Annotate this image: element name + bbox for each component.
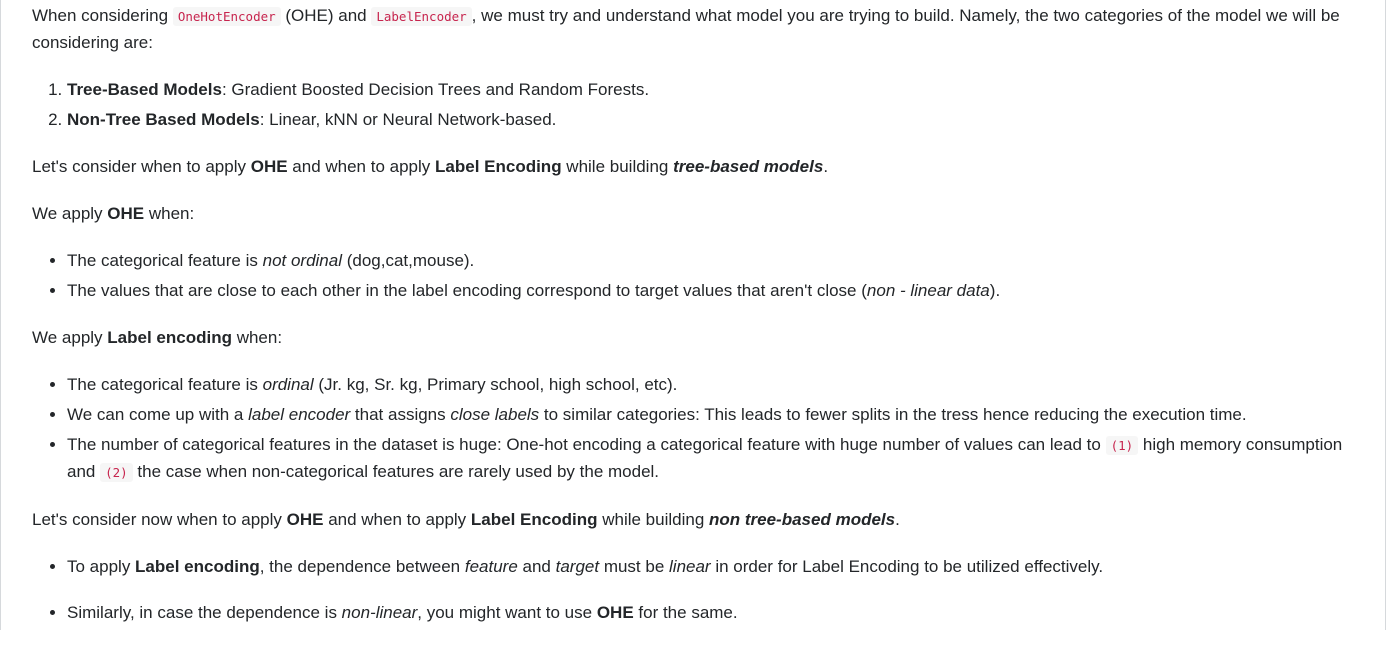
text: and when to apply (323, 510, 471, 529)
bold-text: Label Encoding (435, 157, 562, 176)
bold-text: Label Encoding (470, 510, 598, 529)
bold-italic-text: tree-based models (673, 157, 824, 176)
list-item (67, 107, 1352, 133)
text: . (823, 157, 829, 176)
text: ). (989, 281, 1001, 300)
nontree-intro-paragraph (32, 507, 1352, 533)
text: The number of categorical features in the dataset is huge: One-hot encoding a categorical feature with huge number of values can lead to (67, 435, 1106, 454)
list-item (67, 248, 1352, 274)
italic-text: feature (464, 557, 518, 576)
text: We can come up with a (67, 405, 249, 424)
text: and when to apply (287, 157, 436, 176)
text: in order for Label Encoding to be utilized effectively. (710, 557, 1104, 576)
text: high memory consumption and (67, 435, 1343, 481)
italic-text: non - linear data (866, 281, 990, 300)
text: and (517, 557, 556, 576)
text: . (895, 510, 900, 529)
text: To apply (67, 557, 136, 576)
text: We apply (32, 204, 108, 223)
list-item (67, 402, 1352, 428)
bold-text: OHE (596, 603, 634, 622)
bold-text: OHE (107, 204, 145, 223)
bold-text: Label encoding (135, 557, 260, 576)
italic-text: non-linear (341, 603, 418, 622)
list-item (67, 372, 1352, 398)
text: , you might want to use (417, 603, 597, 622)
text: for the same. (633, 603, 738, 622)
text: We apply (32, 328, 108, 347)
model-type-name: Non-Tree Based Models (67, 110, 260, 129)
text: The values that are close to each other in the label encoding correspond to target values that aren't close ( (67, 281, 867, 300)
code-labelencoder: LabelEncoder (371, 7, 471, 26)
model-type-desc: : Linear, kNN or Neural Network-based. (259, 110, 557, 129)
nontree-conditions-list (32, 554, 1352, 626)
text: while building (597, 510, 709, 529)
inline-code: (2) (100, 463, 133, 482)
text: when: (231, 328, 283, 347)
text: Let's consider now when to apply (32, 510, 287, 529)
italic-text: target (555, 557, 600, 576)
text: to similar categories: This leads to fewer splits in the tress hence reducing the execution time. (539, 405, 1247, 424)
text: , the dependence between (259, 557, 465, 576)
list-item (67, 77, 1352, 103)
list-item (67, 554, 1352, 580)
intro-text-1: When considering (32, 6, 173, 25)
italic-text: linear (669, 557, 711, 576)
text: Similarly, in case the dependence is (67, 603, 342, 622)
intro-text-2: (OHE) and (280, 6, 372, 25)
text: (Jr. kg, Sr. kg, Primary school, high school, etc). (313, 375, 678, 394)
text: when: (144, 204, 195, 223)
list-item (67, 278, 1352, 304)
code-onehotencoder: OneHotEncoder (173, 7, 281, 26)
list-item (67, 600, 1352, 626)
ohe-conditions-list (32, 248, 1352, 304)
label-when-paragraph (32, 325, 1352, 351)
intro-paragraph (32, 3, 1352, 56)
text: that assigns (350, 405, 451, 424)
italic-text: close labels (450, 405, 540, 424)
italic-text: not ordinal (262, 251, 342, 270)
text: (dog,cat,mouse). (342, 251, 475, 270)
text: while building (561, 157, 674, 176)
inline-code: (1) (1106, 436, 1139, 455)
post-content (32, 3, 1352, 647)
text: The categorical feature is (67, 375, 263, 394)
italic-text: ordinal (262, 375, 314, 394)
text: the case when non-categorical features are rarely used by the model. (132, 462, 660, 481)
ohe-when-paragraph (32, 201, 1352, 227)
bold-text: Label encoding (107, 328, 232, 347)
model-type-name: Tree-Based Models (67, 80, 222, 99)
bold-text: OHE (286, 510, 324, 529)
list-item (67, 432, 1352, 486)
model-types-list (32, 77, 1352, 133)
bold-text: OHE (250, 157, 288, 176)
tree-intro-paragraph (32, 154, 1352, 180)
label-conditions-list (32, 372, 1352, 486)
intro-text-3: , we must try and understand what model you are trying to build. Namely, the two categories of the model we will be considering are: (32, 6, 1340, 52)
text: The categorical feature is (67, 251, 263, 270)
text: Let's consider when to apply (32, 157, 251, 176)
bold-italic-text: non tree-based models (709, 510, 896, 529)
model-type-desc: : Gradient Boosted Decision Trees and Random Forests. (221, 80, 650, 99)
text: must be (599, 557, 670, 576)
italic-text: label encoder (248, 405, 351, 424)
